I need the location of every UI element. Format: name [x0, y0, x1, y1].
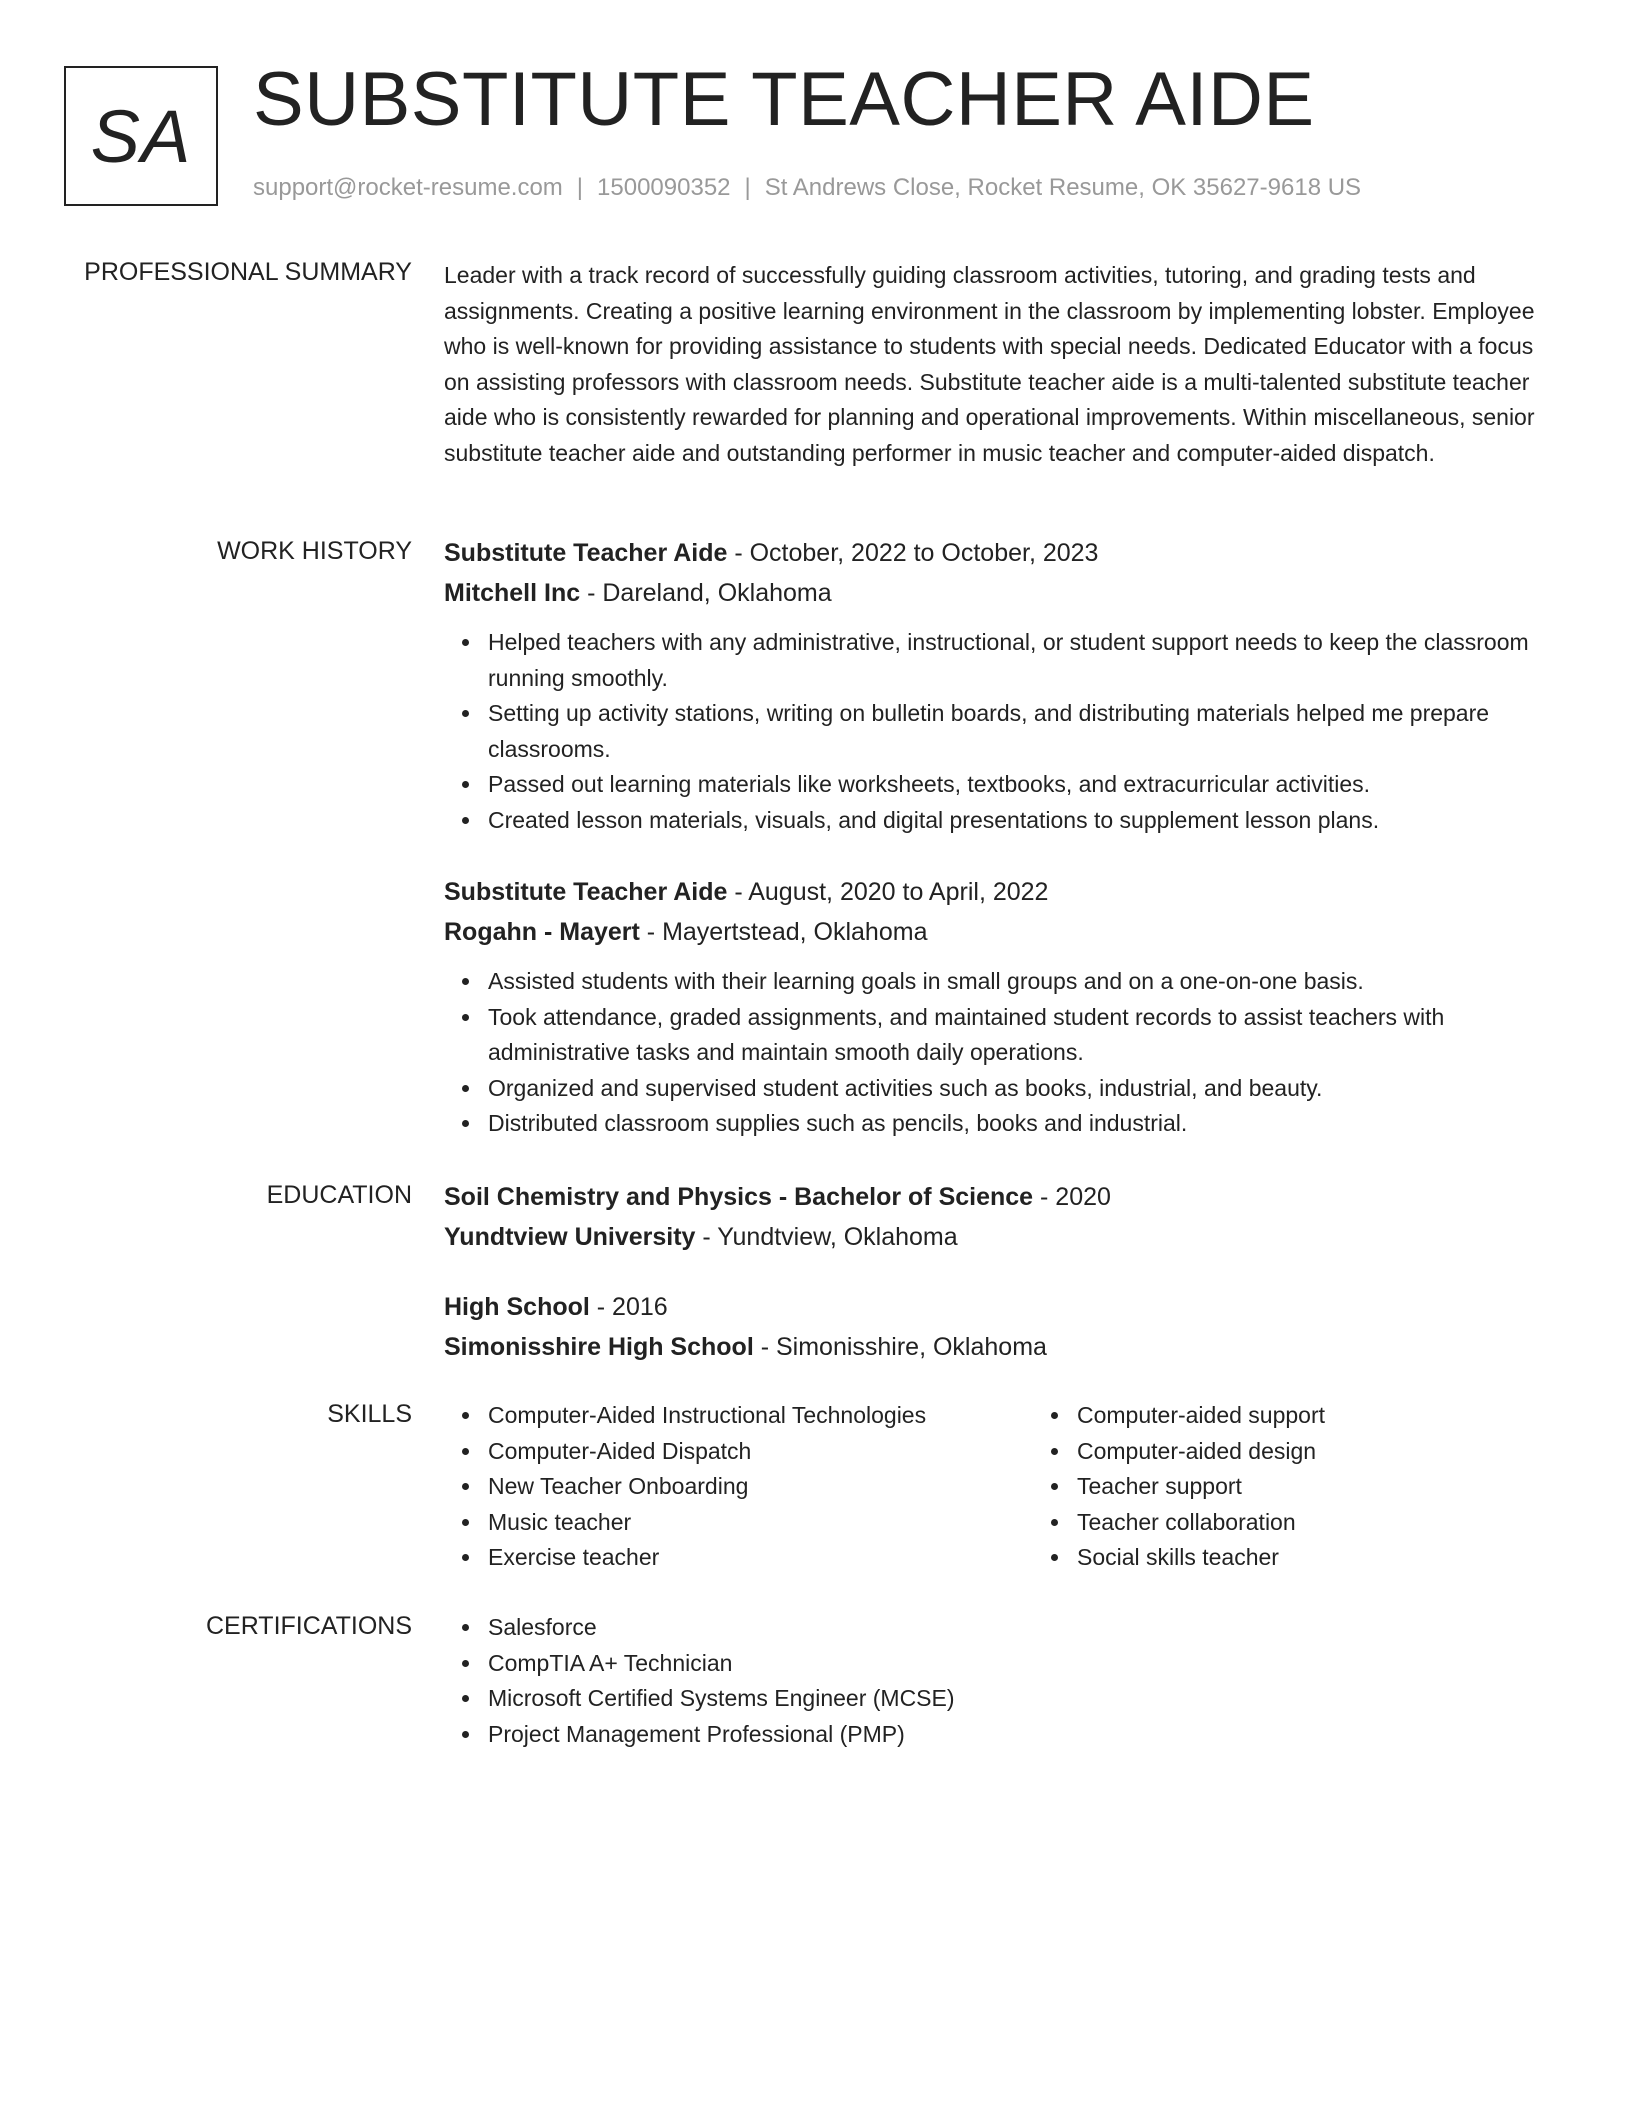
- contact-separator: |: [576, 174, 584, 201]
- education-entry: [444, 1287, 1564, 1367]
- job-dates: - August, 2020 to April, 2022: [727, 878, 1049, 906]
- section-label-summary: PROFESSIONAL SUMMARY: [84, 258, 412, 286]
- list-item: Computer-Aided Dispatch: [488, 1434, 1033, 1470]
- contact-address: St Andrews Close, Rocket Resume, OK 35627-9618 US: [764, 174, 1362, 201]
- list-item: Organized and supervised student activities such as books, industrial, and beauty.: [488, 1071, 1564, 1107]
- skills-list-left: [444, 1398, 1033, 1576]
- education-school-line: [444, 1217, 1564, 1257]
- list-item: Passed out learning materials like worksheets, textbooks, and extracurricular activities.: [488, 767, 1564, 803]
- list-item: Teacher collaboration: [1077, 1505, 1325, 1541]
- certifications-list: [444, 1610, 1564, 1752]
- contact-phone: 1500090352: [597, 174, 731, 201]
- list-item: CompTIA A+ Technician: [488, 1646, 1564, 1682]
- list-item: Assisted students with their learning goals in small groups and on a one-on-one basis.: [488, 964, 1564, 1000]
- job-title-line: [444, 533, 1564, 573]
- list-item: Created lesson materials, visuals, and digital presentations to supplement lesson plans.: [488, 803, 1564, 839]
- resume-name-heading: SUBSTITUTE TEACHER AIDE: [253, 57, 1315, 142]
- list-item: Social skills teacher: [1077, 1540, 1325, 1576]
- job-location: - Dareland, Oklahoma: [580, 579, 832, 607]
- job-entry: [444, 872, 1564, 1142]
- certifications-body: [444, 1610, 1564, 1752]
- summary-text: Leader with a track record of successfully guiding classroom activities, tutoring, and grading tests and assignments. Creating a positive learning environment in the classroom by implementing lobster. Employee who is well-known for providing assistance to students with special needs. Dedicated Educator with a focus on assisting professors with classroom needs. Substitute teacher aide is a multi-talented substitute teacher aide who is consistently rewarded for planning and operational improvements. Within miscellaneous, senior substitute teacher aide and outstanding performer in music teacher and computer-aided dispatch.: [444, 262, 1535, 466]
- education-location: - Yundtview, Oklahoma: [695, 1223, 958, 1251]
- list-item: Setting up activity stations, writing on bulletin boards, and distributing materials helped me prepare classrooms.: [488, 696, 1564, 767]
- contact-line: [253, 174, 1361, 202]
- list-item: New Teacher Onboarding: [488, 1469, 1033, 1505]
- list-item: Computer-aided support: [1077, 1398, 1325, 1434]
- job-dates: - October, 2022 to October, 2023: [727, 539, 1099, 567]
- section-label-work-history: WORK HISTORY: [217, 537, 412, 565]
- list-item: Project Management Professional (PMP): [488, 1717, 1564, 1753]
- job-location: - Mayertstead, Oklahoma: [639, 918, 928, 946]
- list-item: Microsoft Certified Systems Engineer (MCSE): [488, 1681, 1564, 1717]
- job-title-line: [444, 872, 1564, 912]
- job-company-line: [444, 573, 1564, 613]
- education-school: Simonisshire High School: [444, 1333, 754, 1361]
- section-label-skills: SKILLS: [327, 1400, 412, 1428]
- list-item: Distributed classroom supplies such as pencils, books and industrial.: [488, 1106, 1564, 1142]
- education-body: [444, 1177, 1564, 1367]
- skills-body: [444, 1398, 1564, 1576]
- education-year: - 2016: [589, 1293, 668, 1321]
- education-entry: [444, 1177, 1564, 1257]
- job-entry: [444, 533, 1564, 838]
- education-location: - Simonisshire, Oklahoma: [753, 1333, 1047, 1361]
- list-item: Computer-Aided Instructional Technologies: [488, 1398, 1033, 1434]
- education-degree: Soil Chemistry and Physics - Bachelor of Science: [444, 1183, 1034, 1211]
- job-company-line: [444, 912, 1564, 952]
- contact-separator: |: [744, 174, 751, 201]
- job-title: Substitute Teacher Aide: [444, 878, 728, 906]
- list-item: Helped teachers with any administrative, instructional, or student support needs to keep the classroom running smoothly.: [488, 625, 1564, 696]
- job-company: Rogahn - Mayert: [444, 918, 640, 946]
- monogram-logo: SA: [64, 66, 218, 206]
- list-item: Exercise teacher: [488, 1540, 1033, 1576]
- work-history-body: [444, 533, 1564, 1142]
- section-label-certifications: CERTIFICATIONS: [205, 1612, 412, 1640]
- list-item: Took attendance, graded assignments, and maintained student records to assist teachers with administrative tasks and maintain smooth daily operations.: [488, 1000, 1564, 1071]
- list-item: Salesforce: [488, 1610, 1564, 1646]
- education-school: Yundtview University: [444, 1223, 696, 1251]
- skills-columns: [444, 1398, 1564, 1576]
- section-label-education: EDUCATION: [266, 1181, 412, 1209]
- skills-list-right: [1033, 1398, 1325, 1576]
- education-year: - 2020: [1033, 1183, 1111, 1211]
- job-title: Substitute Teacher Aide: [444, 539, 728, 567]
- contact-email: support@rocket-resume.com: [253, 174, 563, 201]
- education-school-line: [444, 1327, 1564, 1367]
- list-item: Teacher support: [1077, 1469, 1325, 1505]
- list-item: Music teacher: [488, 1505, 1033, 1541]
- job-company: Mitchell Inc: [444, 579, 581, 607]
- job-bullet-list: [444, 964, 1564, 1142]
- list-item: Computer-aided design: [1077, 1434, 1325, 1470]
- education-degree-line: [444, 1287, 1564, 1327]
- education-degree: High School: [444, 1293, 590, 1321]
- summary-body: [444, 258, 1564, 471]
- education-degree-line: [444, 1177, 1564, 1217]
- job-bullet-list: [444, 625, 1564, 838]
